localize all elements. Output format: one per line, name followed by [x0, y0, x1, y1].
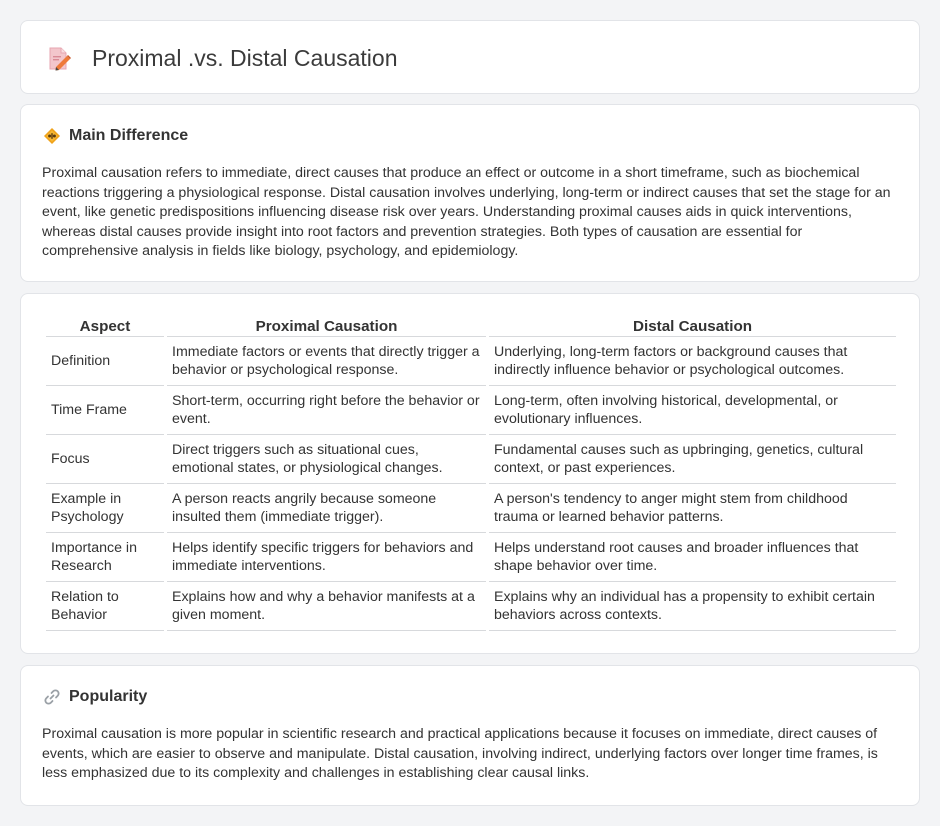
main-difference-heading: Main Difference [69, 127, 189, 144]
table-header-row [46, 316, 896, 337]
popularity-heading: Popularity [69, 688, 148, 705]
title-card [20, 20, 920, 94]
table-row [46, 337, 896, 386]
header-proximal: Proximal Causation [167, 316, 486, 337]
main-difference-card [20, 104, 920, 282]
comparison-card [20, 293, 920, 654]
row-proximal: Explains how and why a behavior manifests at a given moment. [167, 582, 486, 631]
row-aspect: Time Frame [46, 386, 164, 435]
row-aspect: Focus [46, 435, 164, 484]
page-title: Proximal .vs. Distal Causation [92, 45, 398, 71]
table-row [46, 435, 896, 484]
row-proximal: Immediate factors or events that directly trigger a behavior or psychological response. [167, 337, 486, 386]
row-distal: Underlying, long-term factors or background causes that indirectly influence behavior or psychological outcomes. [489, 337, 896, 386]
row-aspect: Definition [46, 337, 164, 386]
table-row [46, 386, 896, 435]
row-proximal: A person reacts angrily because someone insulted them (immediate trigger). [167, 484, 486, 533]
warning-diamond-icon [43, 127, 61, 145]
header-distal: Distal Causation [489, 316, 896, 337]
row-distal: Long-term, often involving historical, developmental, or evolutionary influences. [489, 386, 896, 435]
row-distal: A person's tendency to anger might stem from childhood trauma or learned behavior patterns. [489, 484, 896, 533]
row-aspect: Relation to Behavior [46, 582, 164, 631]
row-aspect: Importance in Research [46, 533, 164, 582]
table-row [46, 533, 896, 582]
row-proximal: Direct triggers such as situational cues, emotional states, or physiological changes. [167, 435, 486, 484]
document-pencil-icon [47, 46, 71, 72]
header-aspect: Aspect [46, 316, 164, 337]
table-row [46, 484, 896, 533]
row-aspect: Example in Psychology [46, 484, 164, 533]
popularity-text: Proximal causation is more popular in scientific research and practical applications because it focuses on immediate, direct causes of events, which are easier to observe and manipulate. Distal causation, involving indirect, underlying factors over longer time frames, is less emphasized due to its complexity and challenges in establishing clear causal links. [42, 726, 878, 782]
row-distal: Explains why an individual has a propensity to exhibit certain behaviors across contexts. [489, 582, 896, 631]
popularity-header [43, 688, 147, 706]
row-distal: Fundamental causes such as upbringing, genetics, cultural context, or past experiences. [489, 435, 896, 484]
row-proximal: Short-term, occurring right before the behavior or event. [167, 386, 486, 435]
row-proximal: Helps identify specific triggers for behaviors and immediate interventions. [167, 533, 486, 582]
main-difference-text: Proximal causation refers to immediate, direct causes that produce an effect or outcome in a short timeframe, such as biochemical reactions triggering a physiological response. Distal causation involves underlying, long-term or indirect causes that set the stage for an event, like genetic predispositions influencing disease risk over years. Understanding proximal causes aids in quick interventions, whereas distal causes provide insight into root factors and prevention strategies. Both types of causation are essential for comprehensive analysis in fields like biology, psychology, and epidemiology. [42, 165, 891, 260]
title-row [47, 45, 398, 72]
popularity-card [20, 665, 920, 806]
row-distal: Helps understand root causes and broader influences that shape behavior over time. [489, 533, 896, 582]
main-difference-header [43, 127, 188, 145]
comparison-table [43, 316, 899, 631]
table-row [46, 582, 896, 631]
link-icon [43, 688, 61, 706]
